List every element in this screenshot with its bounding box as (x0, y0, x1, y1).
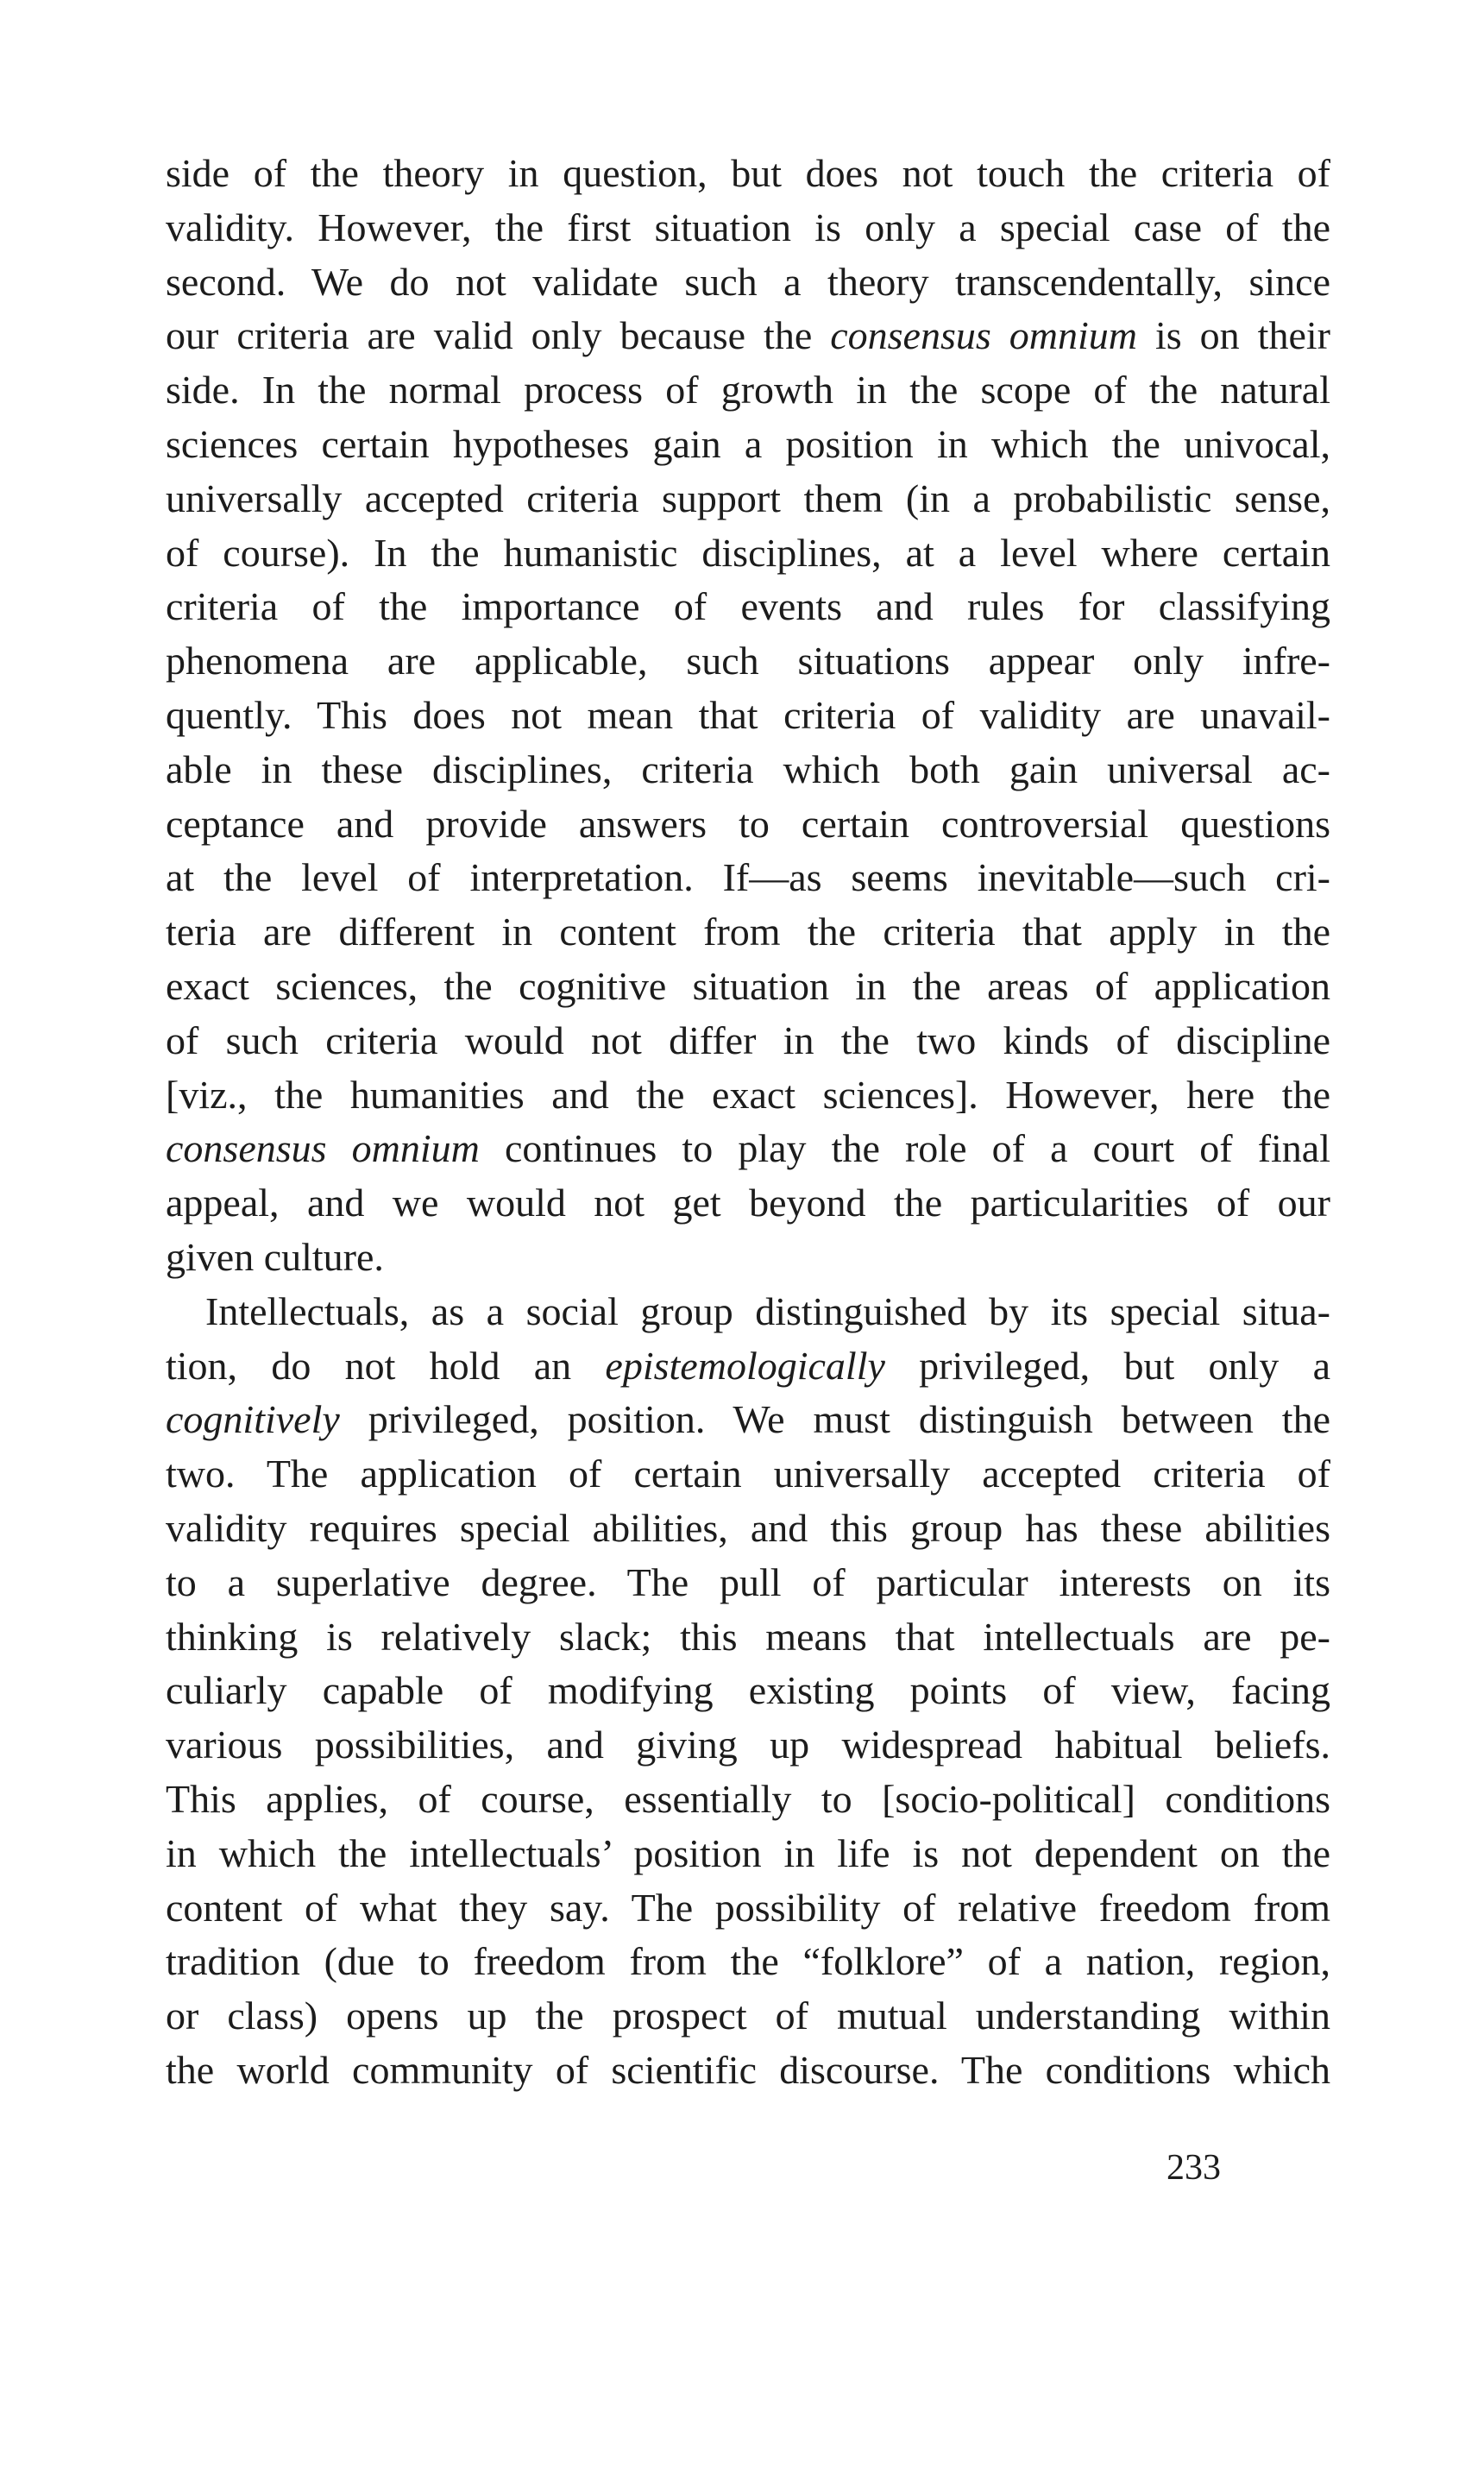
text-run: exact sciences, the cognitive situation in the areas of application (166, 963, 1330, 1008)
page-number: 233 (1166, 2148, 1221, 2188)
text-run: second. We do not validate such a theory transcendentally, since (166, 259, 1330, 304)
italic-phrase: cognitively (166, 1397, 340, 1442)
text-run: privileged, but only a (884, 1343, 1330, 1388)
text-run: to a superlative degree. The pull of particular interests on its (166, 1559, 1330, 1604)
text-run: This applies, of course, essentially to [socio-political] conditions (166, 1776, 1330, 1821)
text-run: continues to play the role of a court of final (479, 1126, 1330, 1171)
text-run: Intellectuals, as a social group distinguished by its special situa- (205, 1288, 1330, 1333)
paragraph (166, 1285, 1330, 2098)
text-line (166, 960, 1330, 1014)
text-run: two. The application of certain universally accepted criteria of (166, 1452, 1330, 1496)
text-run: side. In the normal process of growth in the scope of the natural (166, 368, 1330, 413)
text-line (166, 905, 1330, 960)
text-run: culiarly capable of modifying existing points of view, facing (166, 1668, 1330, 1713)
text-run: able in these disciplines, criteria which both gain universal ac- (166, 746, 1330, 791)
text-run: in which the intellectuals’ position in life is not dependent on the (166, 1830, 1330, 1875)
text-line (166, 255, 1330, 310)
text-line (166, 1176, 1330, 1231)
text-line (166, 1068, 1330, 1123)
text-line (166, 1610, 1330, 1665)
text-run: various possibilities, and giving up widespread habitual beliefs. (166, 1723, 1330, 1767)
text-line (166, 1556, 1330, 1610)
text-run: ceptance and provide answers to certain controversial questions (166, 801, 1330, 846)
text-line (166, 526, 1330, 581)
text-run: quently. This does not mean that criteria of validity are unavail- (166, 692, 1330, 737)
text-line (166, 689, 1330, 743)
text-line (166, 634, 1330, 689)
text-line (166, 580, 1330, 634)
text-line (166, 2044, 1330, 2098)
paragraph (166, 147, 1330, 1285)
text-run: [viz., the humanities and the exact sciences]. However, here the (166, 1072, 1330, 1117)
text-line (166, 797, 1330, 852)
text-line (166, 1881, 1330, 1936)
text-line (166, 1014, 1330, 1068)
text-line (166, 309, 1330, 363)
text-line (166, 1935, 1330, 1989)
text-line (166, 1718, 1330, 1773)
text-run: thinking is relatively slack; this means that intellectuals are pe- (166, 1614, 1330, 1659)
text-run: content of what they say. The possibility of relative freedom from (166, 1885, 1330, 1930)
text-line (166, 418, 1330, 472)
text-line (166, 1285, 1330, 1339)
text-run: the world community of scientific discourse. The conditions which (166, 2047, 1330, 2092)
text-run: universally accepted criteria support them (in a probabilistic sense, (166, 476, 1330, 520)
text-line (166, 1664, 1330, 1718)
text-run: tradition (due to freedom from the “folklore” of a nation, region, (166, 1939, 1330, 1984)
text-line (166, 363, 1330, 418)
text-line (166, 1231, 1330, 1285)
text-line (166, 1827, 1330, 1881)
text-run: of such criteria would not differ in the two kinds of discipline (166, 1017, 1330, 1062)
text-run: our criteria are valid only because the (166, 313, 831, 358)
text-line (166, 1393, 1330, 1447)
text-line (166, 1502, 1330, 1556)
text-line (166, 472, 1330, 526)
text-line (166, 1773, 1330, 1827)
text-run: privileged, position. We must distinguish between the (339, 1397, 1330, 1442)
text-run: given culture. (166, 1234, 384, 1279)
italic-phrase: consensus omnium (166, 1126, 480, 1171)
text-run: of course). In the humanistic disciplines, at a level where certain (166, 530, 1330, 575)
text-run: criteria of the importance of events and rules for classifying (166, 584, 1330, 629)
text-line (166, 201, 1330, 255)
text-run: side of the theory in question, but does not touch the criteria of (166, 151, 1330, 195)
text-run: validity. However, the first situation is only a special case of the (166, 205, 1330, 249)
text-run: or class) opens up the prospect of mutual understanding within (166, 1994, 1330, 2038)
italic-phrase: consensus omnium (830, 313, 1137, 358)
body-text (166, 147, 1330, 2098)
text-line (166, 1989, 1330, 2044)
text-line (166, 1122, 1330, 1176)
text-run: sciences certain hypotheses gain a position in which the univocal, (166, 421, 1330, 466)
text-line (166, 743, 1330, 797)
text-line (166, 1339, 1330, 1394)
text-run: tion, do not hold an (166, 1343, 606, 1388)
text-run: appeal, and we would not get beyond the particularities of our (166, 1181, 1330, 1225)
text-run: is on their (1137, 313, 1330, 358)
text-run: at the level of interpretation. If—as seems inevitable—such cri- (166, 855, 1330, 900)
text-run: validity requires special abilities, and this group has these abilities (166, 1505, 1330, 1550)
text-run: phenomena are applicable, such situations appear only infre- (166, 639, 1330, 683)
italic-phrase: epistemologically (605, 1343, 885, 1388)
text-line (166, 1447, 1330, 1502)
text-line (166, 147, 1330, 201)
text-line (166, 851, 1330, 905)
text-run: teria are different in content from the criteria that apply in the (166, 910, 1330, 954)
